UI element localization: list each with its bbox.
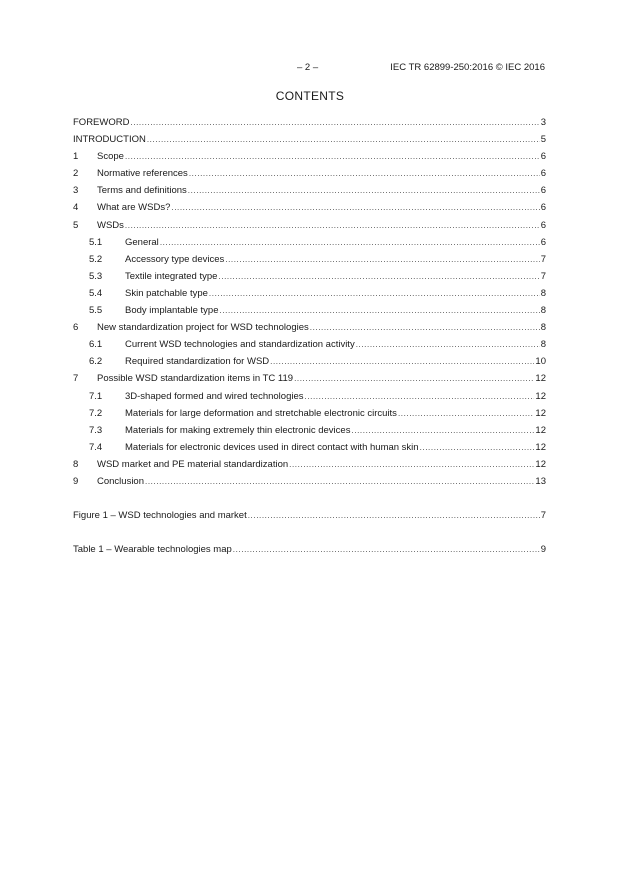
dot-leader [125,148,540,165]
toc-entry-title: Body implantable type [125,305,219,317]
dot-leader [189,165,540,182]
toc-entry-number: 6 [73,322,79,334]
toc-entry-page: 8 [540,339,546,351]
toc-entry-number: 7.1 [89,390,103,402]
dot-leader [188,182,540,199]
dot-leader [225,251,539,268]
toc-entry-title: Materials for making extremely thin electronic devices [125,424,351,436]
toc-entry-title: What are WSDs? [97,202,171,214]
dot-leader [209,285,540,302]
toc-entry-number: 3 [73,185,79,197]
spacer [73,490,546,507]
toc-entry-page: 6 [540,236,546,248]
toc-entry-title: INTRODUCTION [73,134,146,146]
dot-leader [270,353,534,370]
dot-leader [145,473,534,490]
toc-entry[interactable] [73,199,546,216]
toc-entry[interactable] [73,319,546,336]
toc-entry-page: 5 [540,134,546,146]
toc-entry-page: 10 [535,356,546,368]
toc-entry-title: Required standardization for WSD [125,356,270,368]
toc-entry-number: 4 [73,202,79,214]
list-of-figures [73,507,546,524]
dot-leader [398,405,534,422]
toc-entry[interactable] [73,182,546,199]
dot-leader [351,422,534,439]
dot-leader [356,336,540,353]
toc-entry[interactable] [73,268,546,285]
dot-leader [233,541,540,558]
dot-leader [310,319,540,336]
toc-entry-title: New standardization project for WSD technologies [97,322,309,334]
toc-entry[interactable] [73,405,546,422]
toc-entry-page: 12 [535,441,546,453]
toc-entry[interactable] [73,439,546,456]
table-of-contents [73,114,546,558]
toc-entry-title: Figure 1 – WSD technologies and market [73,510,247,522]
toc-entry-page: 9 [540,544,546,556]
figure-entry[interactable] [73,507,546,524]
toc-entries [73,114,546,490]
toc-entry-number: 7 [73,373,79,385]
dot-leader [248,507,540,524]
toc-entry-page: 12 [535,407,546,419]
toc-entry-page: 6 [540,202,546,214]
toc-entry[interactable] [73,148,546,165]
toc-entry-page: 8 [540,322,546,334]
toc-entry-number: 5.2 [89,253,103,265]
dot-leader [219,302,539,319]
toc-entry-title: Textile integrated type [125,270,218,282]
toc-entry-number: 5.4 [89,287,103,299]
toc-entry-number: 7.4 [89,441,103,453]
toc-entry[interactable] [73,302,546,319]
toc-entry-page: 3 [540,117,546,128]
table-entry[interactable] [73,541,546,558]
toc-entry-number: 7.2 [89,407,103,419]
toc-entry[interactable] [73,456,546,473]
toc-entry-number: 1 [73,151,79,163]
toc-entry[interactable] [73,165,546,182]
toc-entry-page: 7 [540,510,546,522]
dot-leader [218,268,539,285]
toc-entry-title: Materials for electronic devices used in direct contact with human skin [125,441,419,453]
toc-entry-number: 9 [73,475,79,487]
toc-entry-title: WSDs [97,219,124,231]
toc-entry-title: WSD market and PE material standardization [97,458,289,470]
dot-leader [171,199,539,216]
dot-leader [130,114,539,131]
toc-entry[interactable] [73,473,546,490]
toc-entry-title: Table 1 – Wearable technologies map [73,544,232,556]
toc-entry[interactable] [73,353,546,370]
toc-entry[interactable] [73,217,546,234]
toc-entry-page: 7 [540,253,546,265]
toc-entry[interactable] [73,285,546,302]
toc-entry[interactable] [73,234,546,251]
toc-entry[interactable] [73,422,546,439]
toc-entry-page: 8 [540,287,546,299]
toc-entry-page: 8 [540,305,546,317]
toc-entry-number: 6.2 [89,356,103,368]
toc-entry[interactable] [73,388,546,405]
toc-entry-title: Normative references [97,168,188,180]
toc-entry-page: 12 [535,424,546,436]
dot-leader [125,217,540,234]
dot-leader [305,388,535,405]
toc-entry-page: 7 [540,270,546,282]
toc-entry-number: 5 [73,219,79,231]
toc-entry-page: 6 [540,168,546,180]
toc-entry-page: 12 [535,458,546,470]
toc-entry-title: Terms and definitions [97,185,187,197]
toc-entry-title: Possible WSD standardization items in TC 119 [97,373,294,385]
toc-entry[interactable] [73,336,546,353]
toc-entry-number: 5.3 [89,270,103,282]
dot-leader [160,234,540,251]
toc-entry-title: Accessory type devices [125,253,225,265]
toc-entry-title: Scope [97,151,124,163]
toc-entry-title: Materials for large deformation and stretchable electronic circuits [125,407,397,419]
toc-entry-page: 13 [535,475,546,487]
dot-leader [294,370,534,387]
toc-entry-number: 5.1 [89,236,103,248]
toc-entry-number: 7.3 [89,424,103,436]
toc-entry[interactable] [73,114,546,131]
toc-entry-number: 2 [73,168,79,180]
toc-entry-page: 12 [535,390,546,402]
toc-entry[interactable] [73,131,546,148]
toc-entry-title: 3D-shaped formed and wired technologies [125,390,304,402]
dot-leader [289,456,534,473]
toc-entry-number: 5.5 [89,305,103,317]
toc-entry-page: 6 [540,185,546,197]
contents-title: CONTENTS [275,89,345,103]
toc-entry-number: 6.1 [89,339,103,351]
list-of-tables [73,541,546,558]
document-reference: IEC TR 62899-250:2016 © IEC 2016 [390,62,545,73]
toc-entry-page: 6 [540,219,546,231]
toc-entry[interactable] [73,251,546,268]
toc-entry-page: 6 [540,151,546,163]
dot-leader [420,439,535,456]
toc-entry-page: 12 [535,373,546,385]
spacer [73,524,546,541]
dot-leader [147,131,540,148]
toc-entry-title: General [125,236,159,248]
toc-entry-title: Conclusion [97,475,144,487]
toc-entry[interactable] [73,370,546,387]
toc-entry-title: FOREWORD [73,117,130,128]
toc-entry-number: 8 [73,458,79,470]
toc-entry-title: Current WSD technologies and standardization activity [125,339,355,351]
toc-entry-title: Skin patchable type [125,287,208,299]
page-number: – 2 – [297,62,319,73]
